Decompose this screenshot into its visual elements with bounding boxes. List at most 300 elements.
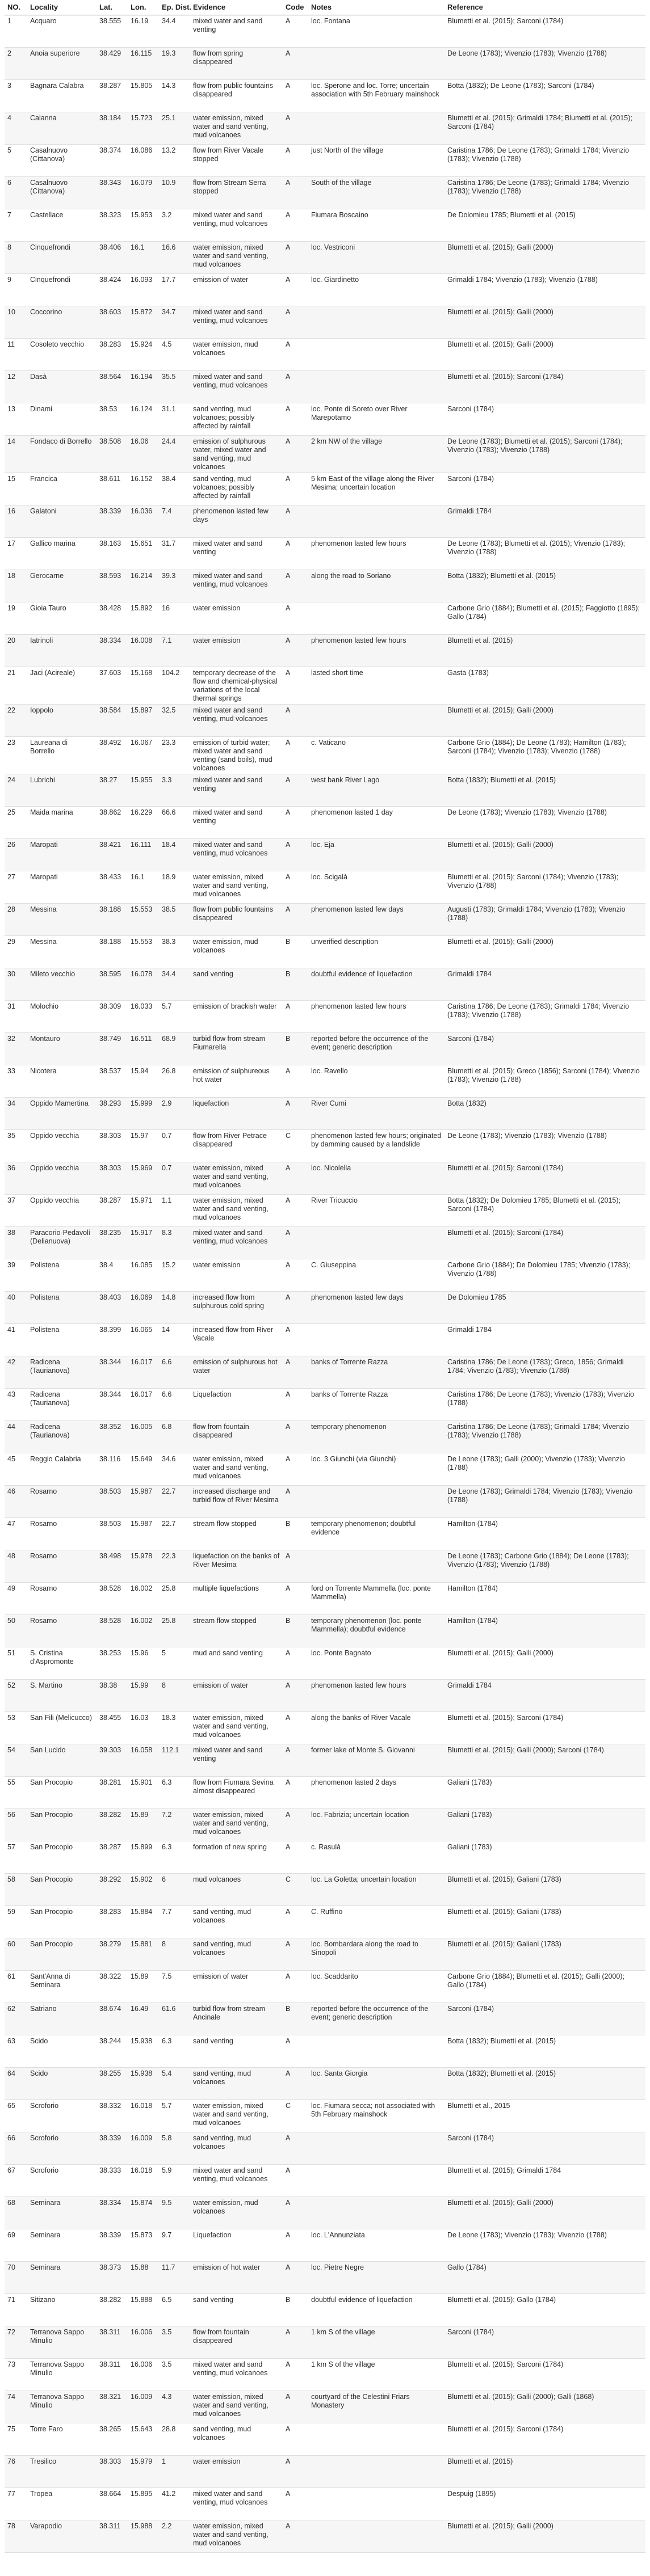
cell-evidence: mixed water and sand venting, mud volcanoes [193,2166,268,2183]
cell-ep-dist: 8.3 [162,1229,172,1237]
cell-ep-dist: 1 [162,2457,166,2465]
cell-locality: Messina [30,938,57,946]
cell-reference: Caristina 1786; De Leone (1783); Grimaldi 1784; Vivenzio (1783); Vivenzio (1788) [447,1002,630,1019]
cell-no: 78 [7,2522,15,2530]
cell-ep-dist: 19.3 [162,49,176,57]
cell-ep-dist: 16.6 [162,243,176,251]
cell-reference: Blumetti et al. (2015); Galiani (1783) [447,1940,561,1948]
cell-evidence: liquefaction [193,1099,229,1107]
table-row [5,2294,645,2326]
cell-lon: 15.987 [131,1520,153,1528]
table-row [5,1841,645,1874]
table-row [5,1486,645,1518]
cell-notes: loc. Pietre Negre [311,2263,364,2271]
cell-lat: 38.38 [99,1681,118,1689]
table-row [5,936,645,968]
cell-reference: Blumetti et al. (2015); Sarconi (1784) [447,17,564,25]
cell-lat: 38.343 [99,179,121,187]
cell-locality: Polistena [30,1261,60,1269]
cell-evidence: mixed water and sand venting [193,17,263,33]
cell-code: A [286,405,291,413]
cell-ep-dist: 14.8 [162,1293,176,1301]
cell-code: A [286,1940,291,1948]
cell-locality: Rosarno [30,1584,57,1592]
cell-no: 41 [7,1326,15,1334]
cell-code: A [286,1714,291,1722]
cell-notes: phenomenon lasted few hours [311,1002,406,1010]
cell-lat: 38.293 [99,1099,121,1107]
cell-lat: 38.508 [99,437,121,445]
cell-locality: Oppido vecchia [30,1132,79,1140]
cell-lon: 15.643 [131,2425,153,2433]
cell-reference: Blumetti et al. (2015); Greco (1856); Sarconi (1784); Vivenzio (1783); Vivenzio (1788) [447,1067,640,1083]
cell-evidence: water emission, mixed water and sand venting, mud volcanoes [193,873,269,898]
cell-lon: 16.036 [131,507,153,515]
cell-no: 42 [7,1358,15,1366]
table-row [5,2165,645,2197]
cell-reference: Galiani (1783) [447,1843,492,1851]
cell-lon: 16.006 [131,2360,153,2368]
cell-evidence: mixed water and sand venting [193,776,263,792]
cell-locality: San Procopio [30,1811,73,1819]
cell-no: 12 [7,373,15,381]
table-row [5,505,645,538]
cell-no: 8 [7,243,11,251]
cell-ep-dist: 39.3 [162,572,176,580]
cell-lon: 15.651 [131,539,153,547]
cell-ep-dist: 6.3 [162,2037,172,2045]
cell-no: 47 [7,1520,15,1528]
cell-locality: Laureana di Borrello [30,739,68,755]
cell-lat: 37.603 [99,669,121,677]
cell-notes: River Cumi [311,1099,346,1107]
cell-lat: 38.281 [99,1778,121,1786]
cell-code: B [286,2005,291,2013]
cell-lat: 38.564 [99,373,121,381]
cell-locality: Calanna [30,114,57,122]
cell-locality: Cinquefrondi [30,276,70,284]
cell-lon: 16.002 [131,1584,153,1592]
table-row [5,1874,645,1906]
table-row [5,968,645,1001]
cell-code: A [286,1455,291,1463]
cell-code: A [286,808,291,816]
liquefaction-evidence-table [5,2,645,2553]
cell-locality: Polistena [30,1293,60,1301]
cell-code: A [286,82,291,90]
cell-evidence: sand venting, mud volcanoes [193,1940,251,1957]
cell-reference: Gallo (1784) [447,2263,487,2271]
cell-reference: Caristina 1786; De Leone (1783); Grimaldi 1784; Vivenzio (1783); Vivenzio (1788) [447,179,630,195]
table-header [5,2,645,15]
cell-lat: 38.339 [99,2134,121,2142]
cell-lat: 38.253 [99,1649,121,1657]
cell-locality: Fondaco di Borrello [30,437,92,445]
cell-locality: Dasà [30,373,47,381]
cell-lon: 16.018 [131,2102,153,2110]
cell-ep-dist: 4.3 [162,2393,172,2401]
cell-notes: phenomenon lasted few days [311,905,404,913]
cell-notes [308,602,444,635]
cell-code: C [286,2102,291,2110]
cell-lat: 38.603 [99,308,121,316]
cell-locality: Scido [30,2037,48,2045]
cell-lon: 16.214 [131,572,153,580]
cell-locality: Casalnuovo (Cittanova) [30,179,68,195]
cell-notes [308,1550,444,1583]
cell-reference: De Leone (1783); Vivenzio (1783); Vivenzio (1788) [447,808,607,816]
cell-notes: 1 km S of the village [311,2360,375,2368]
cell-no: 73 [7,2360,15,2368]
cell-notes: 1 km S of the village [311,2328,375,2336]
cell-code: A [286,2166,291,2174]
cell-reference: Caristina 1786; De Leone (1783); Vivenzio (1783); Vivenzio (1788) [447,1390,634,1407]
cell-lon: 16.124 [131,405,153,413]
cell-no: 51 [7,1649,15,1657]
cell-notes: former lake of Monte S. Giovanni [311,1746,415,1754]
cell-code: B [286,1520,291,1528]
cell-reference: De Dolomieu 1785 [447,1293,506,1301]
cell-lat: 38.311 [99,2360,121,2368]
table-row [5,306,645,339]
cell-no: 38 [7,1229,15,1237]
cell-locality: Oppido Mamertina [30,1099,89,1107]
cell-code: B [286,1617,291,1625]
cell-no: 15 [7,475,15,483]
cell-locality: Oppido vecchia [30,1164,79,1172]
cell-evidence: mud and sand venting [193,1649,263,1657]
cell-ep-dist: 8 [162,1681,166,1689]
cell-notes: loc. Fontana [311,17,350,25]
cell-evidence: formation of new spring [193,1843,267,1851]
cell-evidence: increased discharge and turbid flow of River Mesima [193,1487,279,1504]
cell-no: 7 [7,211,11,219]
cell-notes: C. Ruffino [311,1908,343,1916]
cell-locality: Scroforio [30,2166,59,2174]
cell-no: 43 [7,1390,15,1398]
cell-code: A [286,572,291,580]
cell-evidence: stream flow stopped [193,1617,257,1625]
cell-reference: Botta (1832); Blumetti et al. (2015) [447,776,556,784]
cell-reference: Blumetti et al. (2015); Galli (2000) [447,340,553,348]
cell-lat: 38.311 [99,2522,121,2530]
cell-ep-dist: 22.7 [162,1520,176,1528]
cell-lat: 38.309 [99,1002,121,1010]
table-row [5,2262,645,2294]
cell-locality: San Procopio [30,1778,73,1786]
table-row [5,1356,645,1389]
cell-locality: Seminara [30,2199,61,2207]
cell-reference: Grimaldi 1784 [447,1326,492,1334]
cell-code: A [286,739,291,747]
cell-lat: 38.287 [99,1843,121,1851]
cell-locality: Iatrinoli [30,636,53,644]
cell-ep-dist: 34.4 [162,970,176,978]
cell-lon: 16.03 [131,1714,149,1722]
cell-lon: 16.009 [131,2134,153,2142]
cell-ep-dist: 0.7 [162,1132,172,1140]
table-row [5,1389,645,1421]
cell-locality: Rosarno [30,1617,57,1625]
cell-lon: 16.111 [131,841,152,849]
cell-ep-dist: 10.9 [162,179,176,187]
cell-notes: loc. Ponte di Soreto over River Marepotamo [311,405,408,421]
cell-notes [308,112,444,145]
cell-ep-dist: 68.9 [162,1035,176,1043]
table-row [5,15,645,48]
cell-code: A [286,1002,291,1010]
cell-locality: Jaci (Acireale) [30,669,76,677]
cell-reference: Blumetti et al. (2015); Sarconi (1784) [447,1164,564,1172]
cell-lon: 15.955 [131,776,153,784]
cell-no: 76 [7,2457,15,2465]
cell-ep-dist: 34.4 [162,17,176,25]
cell-evidence: liquefaction on the banks of River Mesima [193,1552,280,1569]
cell-no: 13 [7,405,15,413]
cell-lon: 15.168 [131,669,153,677]
header-ep-dist: Ep. Dist. [159,2,190,15]
cell-no: 22 [7,706,15,714]
cell-code: A [286,475,291,483]
cell-lat: 38.352 [99,1423,121,1431]
table-row [5,473,645,505]
cell-locality: Rosarno [30,1552,57,1560]
table-row [5,48,645,80]
cell-lon: 16.511 [131,1035,152,1043]
table-row [5,1615,645,1647]
cell-lat: 38.421 [99,841,121,849]
cell-ep-dist: 41.2 [162,2490,176,2498]
cell-ep-dist: 17.7 [162,276,176,284]
cell-code: A [286,507,291,515]
table-row [5,705,645,737]
cell-reference: Blumetti et al. (2015); Galiani (1783) [447,1875,561,1883]
cell-no: 67 [7,2166,15,2174]
cell-lat: 38.303 [99,2457,121,2465]
cell-notes: loc. Fiumara secca; not associated with 5th February mainshock [311,2102,435,2118]
table-row [5,774,645,807]
cell-notes: loc. Nicolella [311,1164,351,1172]
cell-locality: Radicena (Taurianova) [30,1390,70,1407]
table-row [5,570,645,602]
table-row [5,145,645,177]
cell-lon: 16.194 [131,373,153,381]
cell-ep-dist: 66.6 [162,808,176,816]
cell-lat: 38.498 [99,1552,121,1560]
cell-locality: Bagnara Calabra [30,82,84,90]
cell-no: 57 [7,1843,15,1851]
cell-lon: 15.897 [131,706,153,714]
cell-code: A [286,211,291,219]
cell-ep-dist: 31.7 [162,539,176,547]
cell-code: A [286,1552,291,1560]
cell-reference: Caristina 1786; De Leone (1783); Grimaldi 1784; Vivenzio (1783); Vivenzio (1788) [447,1423,630,1439]
cell-reference: Caristina 1786; De Leone (1783); Greco, 1856; Grimaldi 1784; Vivenzio (1783); Vivenzio (1788) [447,1358,624,1375]
cell-no: 61 [7,1972,15,1980]
cell-locality: Gioia Tauro [30,604,66,612]
cell-code: A [286,1423,291,1431]
cell-locality: Anoia superiore [30,49,80,57]
table-row [5,274,645,306]
cell-reference: Blumetti et al. (2015); Galiani (1783) [447,1908,561,1916]
cell-locality: Ioppolo [30,706,54,714]
cell-locality: Castellace [30,211,64,219]
cell-no: 54 [7,1746,15,1754]
cell-evidence: temporary decrease of the flow and chemical-physical variations of the local thermal springs [193,669,278,702]
cell-lat: 38.595 [99,970,121,978]
table-row [5,1421,645,1453]
cell-locality: Cosoleto vecchio [30,340,85,348]
cell-lon: 15.924 [131,340,153,348]
cell-lat: 38.429 [99,49,121,57]
table-row [5,635,645,667]
cell-notes: loc. 3 Giunchi (via Giunchi) [311,1455,396,1463]
cell-notes: doubtful evidence of liquefaction [311,970,413,978]
cell-lat: 38.163 [99,539,121,547]
cell-evidence: water emission, mixed water and sand venting, mud volcanoes [193,114,269,139]
cell-notes: phenomenon lasted 2 days [311,1778,397,1786]
cell-lat: 38.399 [99,1326,121,1334]
cell-reference: Sarconi (1784) [447,405,494,413]
cell-lat: 38.339 [99,507,121,515]
cell-locality: Coccorino [30,308,62,316]
table-row [5,1938,645,1971]
cell-lon: 16.093 [131,276,153,284]
cell-locality: Terranova Sappo Minulio [30,2328,85,2345]
cell-reference: Botta (1832); Blumetti et al. (2015) [447,572,556,580]
cell-code: A [286,1649,291,1657]
cell-evidence: water emission, mixed water and sand venting, mud volcanoes [193,2393,269,2418]
cell-lon: 15.969 [131,1164,153,1172]
table-row [5,436,645,473]
cell-code: A [286,17,291,25]
cell-notes [308,371,444,403]
cell-lat: 38.433 [99,873,121,881]
cell-ep-dist: 28.8 [162,2425,176,2433]
cell-code: A [286,308,291,316]
cell-ep-dist: 7.7 [162,1908,172,1916]
cell-no: 20 [7,636,15,644]
cell-notes: loc. Bombardara along the road to Sinopoli [311,1940,419,1957]
cell-lat: 38.303 [99,1164,121,1172]
cell-reference: Hamilton (1784) [447,1617,498,1625]
cell-locality: Scroforio [30,2134,59,2142]
cell-no: 53 [7,1714,15,1722]
cell-evidence: water emission, mixed water and sand venting, mud volcanoes [193,1164,269,1189]
cell-lat: 38.279 [99,1940,121,1948]
cell-lon: 15.96 [131,1649,149,1657]
cell-ep-dist: 6.3 [162,1843,172,1851]
cell-no: 71 [7,2296,15,2304]
cell-code: A [286,437,291,445]
cell-notes [308,2132,444,2165]
cell-ep-dist: 0.7 [162,1164,172,1172]
cell-lat: 38.862 [99,808,121,816]
cell-lon: 16.229 [131,808,153,816]
cell-code: A [286,539,291,547]
table-row [5,371,645,403]
cell-notes: loc. Ravello [311,1067,348,1075]
cell-evidence: water emission, mud volcanoes [193,340,258,357]
cell-notes [308,2197,444,2229]
cell-lon: 16.085 [131,1261,153,1269]
cell-ep-dist: 6.6 [162,1390,172,1398]
cell-evidence: multiple liquefactions [193,1584,259,1592]
cell-code: A [286,1778,291,1786]
cell-lon: 15.99 [131,1681,149,1689]
cell-lon: 15.892 [131,604,153,612]
cell-lat: 38.283 [99,1908,121,1916]
table-row [5,2359,645,2391]
cell-lon: 16.079 [131,179,153,187]
cell-evidence: sand venting, mud volcanoes [193,1908,251,1924]
cell-lat: 38.4 [99,1261,114,1269]
table-row [5,1906,645,1938]
cell-ep-dist: 6.5 [162,2296,172,2304]
cell-ep-dist: 18.3 [162,1714,176,1722]
cell-lat: 38.406 [99,243,121,251]
cell-ep-dist: 3.5 [162,2328,172,2336]
cell-evidence: sand venting [193,2037,233,2045]
cell-no: 63 [7,2037,15,2045]
header-no: NO. [5,2,27,15]
cell-reference: Blumetti et al. (2015); Sarconi (1784) [447,373,564,381]
cell-reference: Galiani (1783) [447,1778,492,1786]
table-row [5,112,645,145]
table-row [5,1324,645,1356]
cell-evidence: sand venting, mud volcanoes [193,2134,251,2151]
cell-lat: 38.503 [99,1520,121,1528]
cell-notes: loc. Ponte Bagnato [311,1649,371,1657]
cell-evidence: Liquefaction [193,1390,232,1398]
cell-lat: 38.303 [99,1132,121,1140]
cell-lat: 38.492 [99,739,121,747]
cell-no: 40 [7,1293,15,1301]
table-row [5,807,645,839]
cell-no: 28 [7,905,15,913]
cell-ep-dist: 5.8 [162,2134,172,2142]
cell-evidence: flow from River Petrace disappeared [193,1132,267,1148]
cell-reference: De Leone (1783); Blumetti et al. (2015); Vivenzio (1783); Vivenzio (1788) [447,539,626,556]
cell-locality: Mileto vecchio [30,970,76,978]
cell-locality: Reggio Calabria [30,1455,81,1463]
cell-lat: 38.282 [99,2296,121,2304]
cell-code: A [286,2263,291,2271]
cell-lon: 15.872 [131,308,153,316]
cell-notes: phenomenon lasted 1 day [311,808,393,816]
cell-code: A [286,1358,291,1366]
cell-lon: 16.017 [131,1358,153,1366]
cell-evidence: mixed water and sand venting, mud volcanoes [193,308,268,324]
cell-reference: Grimaldi 1784 [447,507,492,515]
cell-notes: 5 km East of the village along the River Mesima; uncertain location [311,475,434,491]
cell-notes: temporary phenomenon (loc. ponte Mammella); doubtful evidence [311,1617,422,1633]
cell-lon: 15.971 [131,1196,153,1204]
cell-no: 24 [7,776,15,784]
cell-lat: 38.321 [99,2393,121,2401]
cell-code: A [286,49,291,57]
cell-evidence: increased flow from sulphurous cold spring [193,1293,265,1310]
cell-locality: Rosarno [30,1520,57,1528]
cell-ep-dist: 104.2 [162,669,180,677]
cell-lat: 38.333 [99,2166,121,2174]
table-row [5,2423,645,2456]
cell-evidence: mixed water and sand venting, mud volcanoes [193,211,268,227]
cell-no: 31 [7,1002,15,1010]
table-row [5,1453,645,1486]
cell-code: A [286,905,291,913]
cell-reference: Despuig (1895) [447,2490,496,2498]
